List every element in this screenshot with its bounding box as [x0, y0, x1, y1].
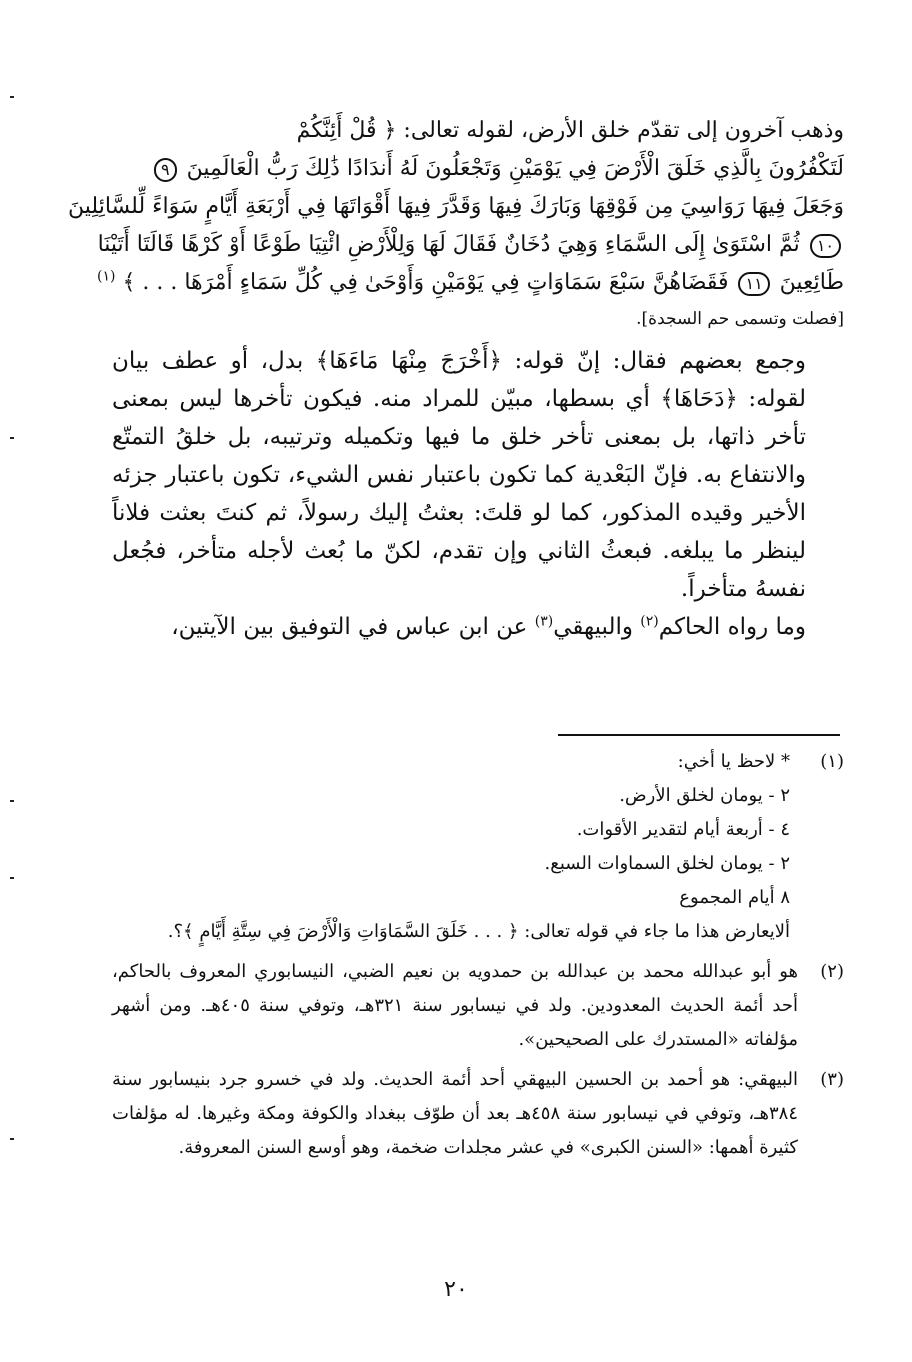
footnote-ref: (٢)	[640, 613, 659, 630]
footnote-ref: (١)	[97, 268, 116, 285]
surah-source-note: [فصلت وتسمى حم السجدة].	[636, 309, 844, 329]
verse-line-2	[112, 150, 844, 188]
ayah-number-marker: ١١	[738, 272, 769, 296]
scan-mark	[10, 877, 14, 879]
scan-mark	[10, 1138, 14, 1140]
verse-line-1	[112, 112, 844, 150]
footnotes	[112, 745, 844, 1171]
page-number: ٢٠	[444, 1277, 468, 1302]
footnote-body: هو أبو عبدالله محمد بن عبدالله بن حمدويه بن نعيم الضبي، النيسابوري المعروف بالحاكم، أحد أئمة الحديث المعدودين. ولد في نيسابور سنة ٣٢١هـ، وتوفي سنة ٤٠٥هـ. ومن أشهر مؤلفاته «المستدرك على الصحيحين».	[112, 961, 799, 1050]
intro-text: وذهب آخرون إلى تقدّم خلق الأرض، لقوله تعالى:	[403, 118, 844, 143]
verse-text: وَجَعَلَ فِيهَا رَوَاسِيَ مِن فَوْقِهَا وَبَارَكَ فِيهَا وَقَدَّرَ فِيهَا أَقْوَاتَهَا فِي أَرْبَعَةِ أَيَّامٍ سَوَاءً لِّلسَّائِلِينَ	[68, 194, 844, 219]
footnote-line: ٢ - يومان لخلق الأرض.	[619, 785, 790, 806]
main-text	[68, 112, 844, 646]
paragraph-text: وما رواه الحاكم	[658, 614, 806, 640]
verse-text: فَقَضَاهُنَّ سَبْعَ سَمَاوَاتٍ فِي يَوْمَيْنِ وَأَوْحَىٰ فِي كُلِّ سَمَاءٍ أَمْرَهَا . . . ﴾	[122, 270, 729, 295]
verse-text: ثُمَّ اسْتَوَىٰ إِلَى السَّمَاءِ وَهِيَ دُخَانٌ فَقَالَ لَهَا وَلِلْأَرْضِ ائْتِيَا طَوْعًا أَوْ كَرْهًا قَالَتَا أَتَيْنَا	[97, 232, 800, 257]
footnote-ref: (٣)	[534, 613, 554, 630]
footnote-body	[112, 745, 798, 949]
footnote	[112, 745, 844, 949]
scan-mark	[10, 96, 14, 98]
footnote	[112, 955, 844, 1057]
verse-line-3	[68, 188, 844, 226]
footnote	[112, 1063, 844, 1165]
scan-mark	[10, 800, 14, 802]
verse-line-4	[97, 226, 844, 264]
footnote-body: البيهقي: هو أحمد بن الحسين البيهقي أحد أئمة الحديث. ولد في خسرو جرد بنيسابور سنة ٣٨٤هـ، وتوفي في نيسابور سنة ٤٥٨هـ بعد أن طوّف ببغداد والكوفة ومكة وغيرها. له مؤلفات كثيرة أهمها: «السنن الكبرى» في عشر مجلدات ضخمة، وهو أوسع السنن المعروفة.	[112, 1069, 798, 1158]
paragraph-text: عن ابن عباس في التوفيق بين الآيتين،	[171, 614, 535, 640]
paragraph-text: والبيهقي	[553, 614, 641, 640]
verse-text: طَائِعِينَ	[779, 270, 844, 295]
footnote-line: ألايعارض هذا ما جاء في قوله تعالى: ﴿ . . . خَلَقَ السَّمَاوَاتِ وَالْأَرْضَ فِي سِتَّةِ أَيَّامٍ ﴾؟.	[167, 921, 790, 942]
paragraph	[112, 608, 844, 646]
footnote-line: ٢ - يومان لخلق السماوات السبع.	[544, 853, 790, 874]
verse-text: ﴿ قُلْ أَئِنَّكُمْ	[296, 118, 397, 143]
scan-mark	[10, 437, 14, 439]
footnote-line: ٤ - أربعة أيام لتقدير الأقوات.	[576, 819, 790, 840]
quran-verse-block	[68, 112, 844, 302]
footnote-line: * لاحظ يا أخي:	[677, 751, 790, 772]
paragraph: وجمع بعضهم فقال: إنّ قوله: ﴿أَخْرَجَ مِنْهَا مَاءَهَا﴾ بدل، أو عطف بيان لقوله: ﴿دَحَاهَا﴾ أي بسطها، مبيّن للمراد منه. فيكون تأخرها ليس بمعنى تأخر ذاتها، بل بمعنى تأخر خلق ما فيها وتكميله وترتيبه، بل خلقُ التمتّع والانتفاع به. فإنّ البَعْدية كما تكون باعتبار نفس الشيء، تكون باعتبار جزئه الأخير وقيده المذكور، كما لو قلتَ: بعثتُ إليك رسولاً، ثم كنتَ بعثت فلاناً لينظر ما يبلغه. فبعثُ الثاني وإن تقدم، لكنّ ما بُعث لأجله متأخر، فجُعل نفسهُ متأخراً.	[112, 348, 806, 602]
footnote-line: ٨ أيام المجموع	[679, 887, 790, 908]
footnote-separator	[558, 734, 840, 736]
verse-line-5	[97, 264, 844, 302]
footnote-number: (١)	[820, 751, 844, 772]
footnote-number: (٢)	[820, 961, 844, 982]
footnote-number: (٣)	[820, 1069, 844, 1090]
ayah-number-marker: ٩	[154, 158, 177, 182]
ayah-number-marker: ١٠	[810, 234, 841, 258]
verse-text: لَتَكْفُرُونَ بِالَّذِي خَلَقَ الْأَرْضَ فِي يَوْمَيْنِ وَتَجْعَلُونَ لَهُ أَندَادًا ذَٰلِكَ رَبُّ الْعَالَمِينَ	[186, 156, 844, 181]
